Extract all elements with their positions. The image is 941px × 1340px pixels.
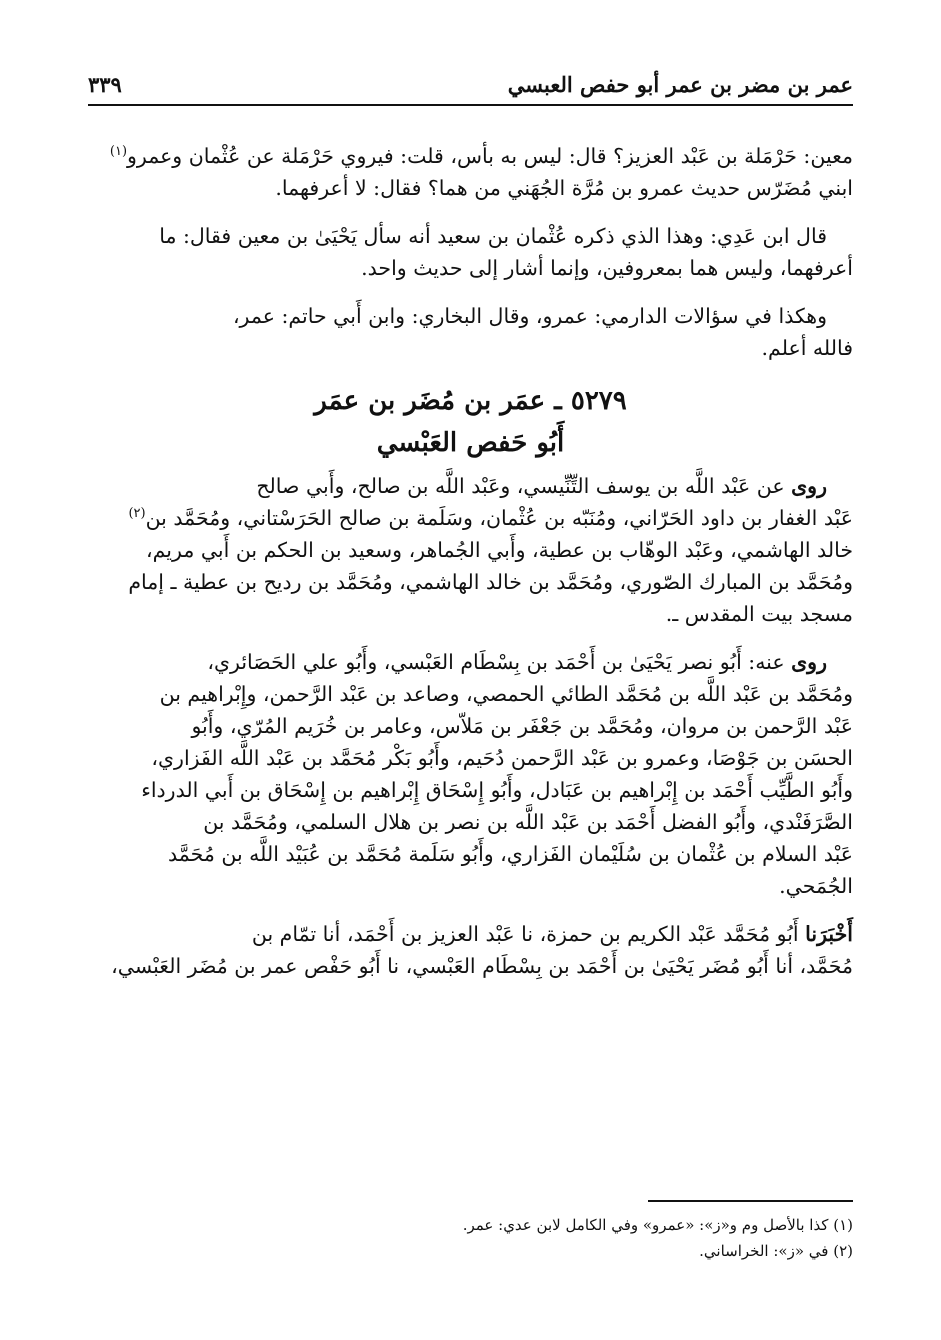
text-line: عَبْد الغفار بن داود الحَرّاني، ومُنَبّه بن عُثْمان، وسَلَمة بن صالح الحَرَسْتاني، ومُحَمَّد بن$^{(٢)}$ bbox=[128, 506, 853, 530]
text-line: أعرفهما، وليس هما بمعروفين، وإنما أشار إلى حديث واحد. bbox=[361, 256, 853, 280]
page-number: ٣٣٩ bbox=[88, 72, 122, 97]
entry-title-line1: ٥٢٧٩ ـ عمَر بن مُضَر بن عمَر bbox=[314, 386, 627, 416]
text-line: ومُحَمَّد بن عَبْد اللَّه بن مُحَمَّد الطائي الحمصي، وصاعد بن عَبْد الرَّحمن، وإِبْراهيم بن bbox=[159, 682, 853, 706]
footnote-marker: (١) bbox=[109, 144, 128, 160]
text-line: عَبْد السلام بن عُثْمان بن سُلَيْمان الفَزاري، وأَبُو سَلَمة مُحَمَّد بن عُبَيْد اللَّه بن مُحَمَّد bbox=[168, 842, 853, 866]
page-body bbox=[88, 140, 853, 998]
paragraph-riwaya-an bbox=[88, 470, 853, 630]
footnote-marker: (٢) bbox=[128, 506, 146, 522]
paragraph-akhbarana bbox=[88, 918, 853, 982]
lead-word: روى bbox=[791, 474, 827, 498]
paragraph-2 bbox=[88, 220, 853, 284]
running-title: عمر بن مضر بن عمر أبو حفص العبسي bbox=[507, 72, 853, 97]
text-line: أَخْبَرَنا أَبُو مُحَمَّد عَبْد الكريم بن حمزة، نا عَبْد العزيز بن أَحْمَد، أنا تمّام بن bbox=[251, 922, 853, 946]
text-line: وهكذا في سؤالات الدارمي: عمرو، وقال البخاري: وابن أَبي حاتم: عمر، bbox=[232, 304, 827, 328]
text-line: روى عنه: أَبُو نصر يَحْيَىٰ بن أَحْمَد بن بِسْطَام العَبْسي، وأَبُو علي الحَصَائري، bbox=[207, 650, 827, 674]
lead-word: روى bbox=[791, 650, 827, 674]
lead-word: أَخْبَرَنا bbox=[805, 922, 853, 946]
text-line: وأَبُو الطَّيِّب أَحْمَد بن إِبْراهيم بن عَبَادل، وأَبُو إِسْحَاق إِبْراهيم بن إِسْحَاق بن أَبي الدرداء bbox=[141, 778, 853, 802]
entry-heading bbox=[88, 380, 853, 464]
text-line: معين: حَرْمَلة بن عَبْد العزيز؟ قال: ليس به بأس، قلت: فيروي حَرْمَلة عن عُثْمان وعمرو$^{(١)}$ bbox=[109, 144, 853, 168]
text-line: مسجد بيت المقدس ـ. bbox=[665, 602, 853, 626]
text-line: روى عن عَبْد اللَّه بن يوسف التِّنِّيسي، وعَبْد اللَّه بن صالح، وأَبي صالح bbox=[256, 474, 827, 498]
paragraph-3 bbox=[88, 300, 853, 364]
paragraph-1 bbox=[88, 140, 853, 204]
text-line: عَبْد الرَّحمن بن مروان، ومُحَمَّد بن جَعْفَر بن مَلاّس، وعامر بن خُرَيم المُرّي، وأَبُو bbox=[191, 714, 853, 738]
text-line: ومُحَمَّد بن المبارك الصّوري، ومُحَمَّد بن خالد الهاشمي، ومُحَمَّد بن رديح بن عطية ـ إمام bbox=[128, 570, 853, 594]
text-line: خالد الهاشمي، وعَبْد الوهّاب بن عطية، وأَبي الجُماهر، وسعيد بن الحكم بن أَبي مريم، bbox=[146, 538, 853, 562]
text-line: الحسَن بن جَوْصَا، وعمرو بن عَبْد الرَّحمن دُحَيم، وأَبُو بَكْر مُحَمَّد بن عَبْد اللَّه الفَزاري، bbox=[151, 746, 853, 770]
entry-title-line2: أَبُو حَفص العَبْسي bbox=[376, 428, 565, 458]
text-line: ابني مُضَرّس حديث عمرو بن مُرَّة الجُهَني من هما؟ فقال: لا أعرفهما. bbox=[275, 176, 853, 200]
text-line: قال ابن عَدِي: وهذا الذي ذكره عُثْمان بن سعيد أنه سأل يَحْيَىٰ بن معين فقال: ما bbox=[159, 224, 827, 248]
text-line: فالله أعلم. bbox=[761, 336, 853, 360]
text-line: الصَّرَفَنْدي، وأَبُو الفضل أَحْمَد بن عَبْد اللَّه بن نصر بن هلال السلمي، ومُحَمَّد بن bbox=[203, 810, 853, 834]
footnote-1: (١) كذا بالأصل وم و«ز»: «عمرو» وفي الكامل لابن عدي: عمر. bbox=[462, 1216, 853, 1234]
paragraph-riwaya-anhu bbox=[88, 646, 853, 902]
footnotes bbox=[88, 1212, 853, 1264]
footnote-divider bbox=[648, 1200, 853, 1202]
page-header bbox=[88, 68, 853, 106]
footnote-2: (٢) في «ز»: الخراساني. bbox=[699, 1242, 853, 1260]
text-line: مُحَمَّد، أنا أَبُو مُضَر يَحْيَىٰ بن أَحْمَد بن بِسْطَام العَبْسي، نا أَبُو حَفْص عمر بن مُضَر العَبْسي، bbox=[111, 954, 853, 978]
text-line: الجُمَحي. bbox=[779, 874, 853, 898]
